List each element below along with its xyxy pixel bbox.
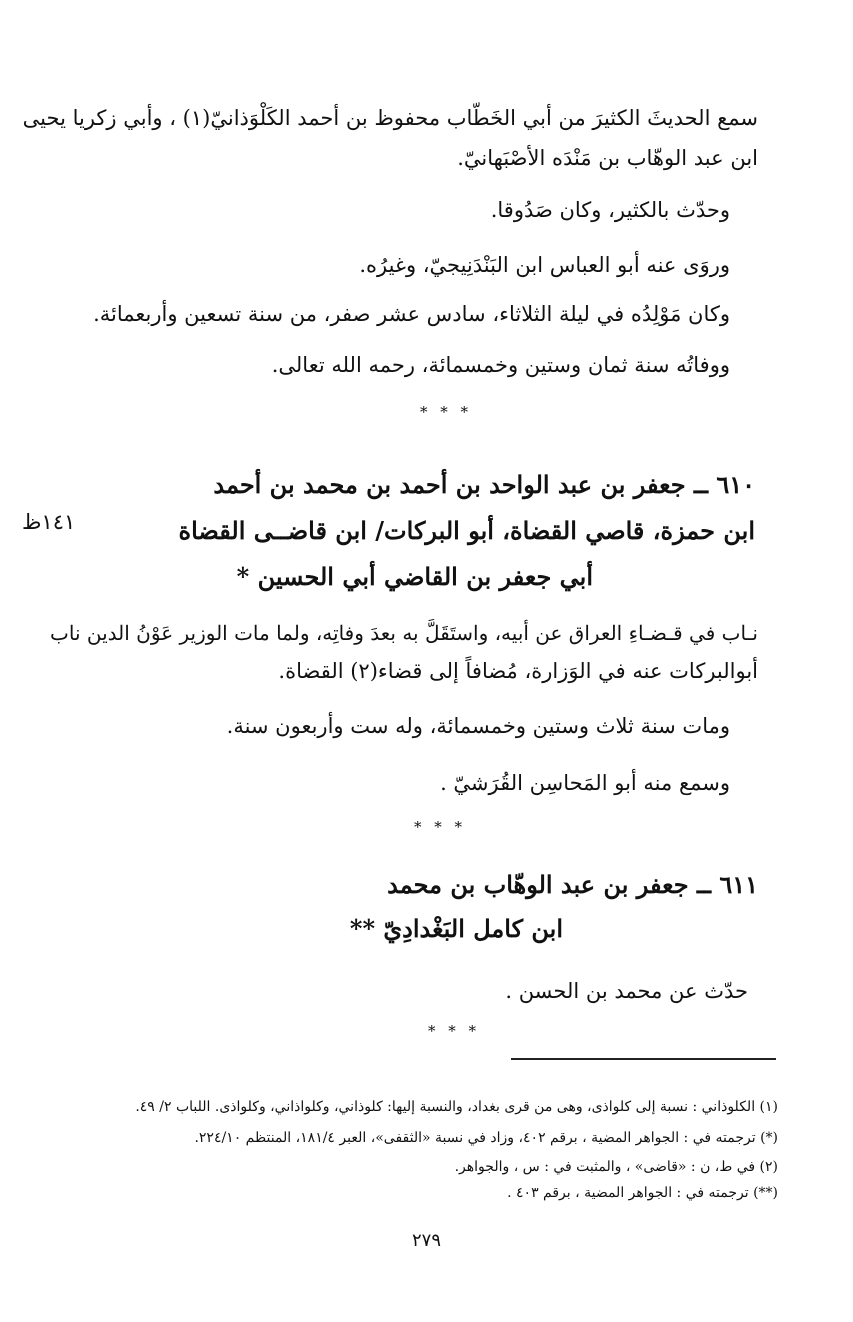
footnote: (*) ترجمته في : الجواهر المضية ، برقم ٤٠٢، وزاد في نسبة «الثقفى»، العبر ١٨١/٤، المنتظم ٢٢٤/١٠. [194,1130,778,1146]
text-line: أبوالبركات عنه في الوَزارة، مُضافاً إلى قضاء(٢) القضاة. [278,659,758,683]
footnote: (٢) في ط، ن : «قاضى» ، والمثبت في : س ، والجواهر. [454,1159,778,1175]
text-line: سمع الحديثَ الكثيرَ من أبي الخَطّاب محفوظ بن أحمد الكَلْوَذانيّ(١) ، وأبي زكريا يحيى [22,106,758,130]
section-separator: * * * [428,1022,481,1040]
footnote: (**) ترجمته في : الجواهر المضية ، برقم ٤٠٣ . [507,1185,778,1201]
page-number: ٢٧٩ [411,1230,441,1251]
text-line: ابن عبد الوهّاب بن مَنْدَه الأصْبَهانيّ. [457,146,758,170]
paragraph: ووفاتُه سنة ثمان وستين وخمسمائة، رحمه الله تعالى. [271,353,730,377]
paragraph: ومات سنة ثلاث وستين وخمسمائة، وله ست وأربعون سنة. [226,714,730,738]
paragraph: وكان مَوْلِدُه في ليلة الثلاثاء، سادس عشر صفر، من سنة تسعين وأربعمائة. [93,302,730,326]
paragraph: حدّث عن محمد بن الحسن . [505,979,748,1003]
text-line: نـاب في قـضـاءِ العراق عن أبيه، واستَقَلَّ به بعدَ وفاتِه، ولما مات الوزير عَوْنُ الدين ناب [50,621,758,645]
paragraph: وسمع منه أبو المَحاسِن القُرَشيّ . [440,771,730,795]
entry-heading: ٦١٠ ــ جعفر بن عبد الواحد بن أحمد بن محمد بن أحمد [213,470,755,499]
section-separator: * * * [420,403,473,421]
entry-heading: ابن كامل البَغْدادِيّ ** [349,914,563,943]
footnote: (١) الكلوذاني : نسبة إلى كلواذى، وهى من قرى بغداد، والنسبة إليها: كلوذاني، وكلواذاني، وكلواذى. اللباب ٢/ ٤٩. [135,1099,778,1115]
entry-heading: ٦١١ ــ جعفر بن عبد الوهّاب بن محمد [387,870,758,899]
footnote-divider [511,1058,776,1060]
entry-heading: أبي جعفر بن القاضي أبي الحسين * [236,562,593,591]
margin-folio-reference: ١٤١ظ [22,510,76,534]
paragraph: وحدّث بالكثير، وكان صَدُوقا. [490,198,730,222]
paragraph: وروَى عنه أبو العباس ابن البَنْدَنِيجيّ، وغيرُه. [359,253,730,277]
section-separator: * * * [414,818,467,836]
entry-heading: ابن حمزة، قاصي القضاة، أبو البركات/ ابن قاضــى القضاة [178,516,755,545]
